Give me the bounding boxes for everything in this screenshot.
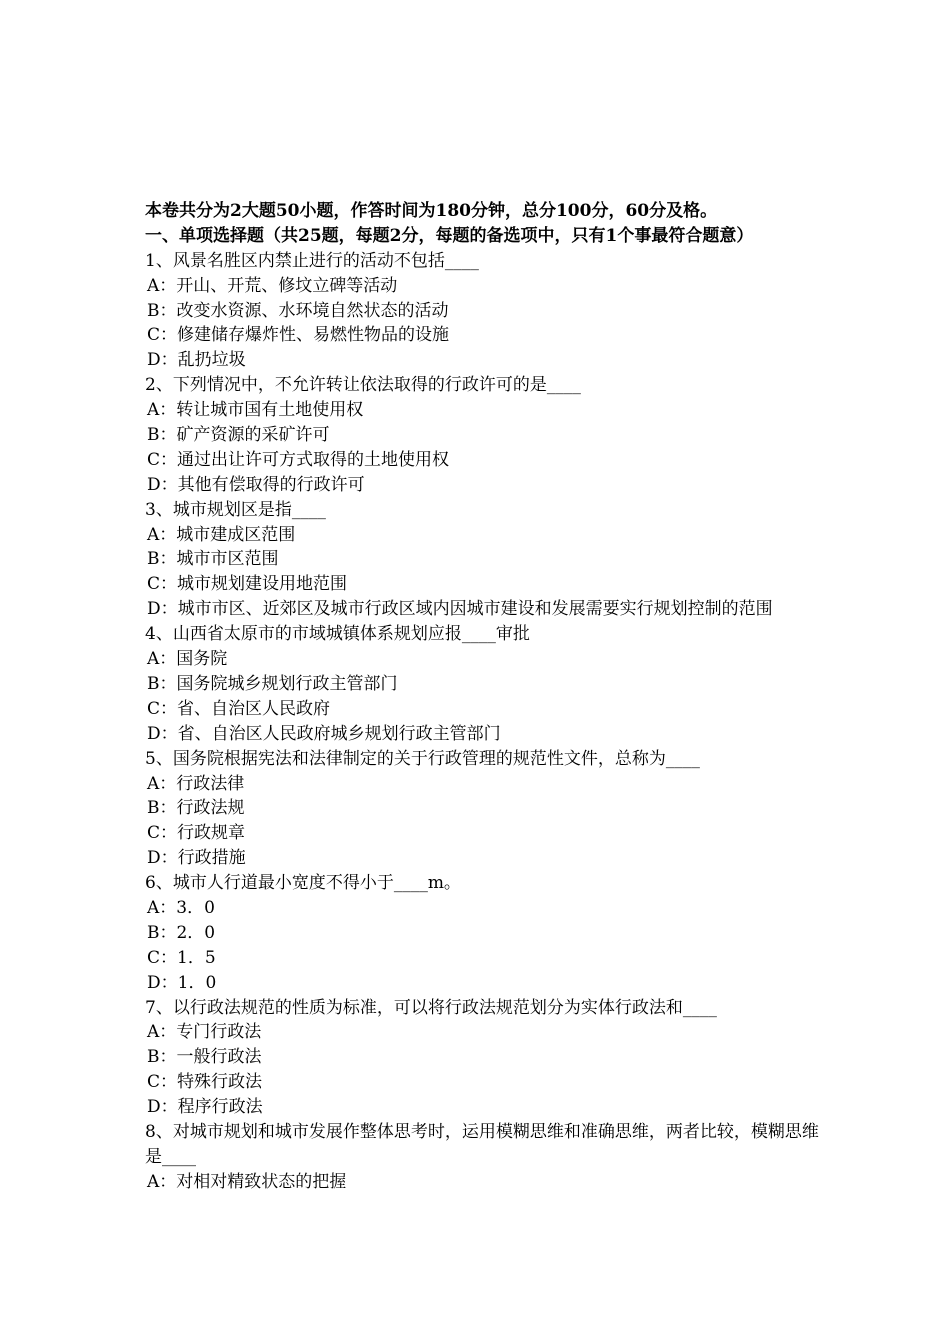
question-stem: 3、城市规划区是指____ bbox=[145, 499, 326, 520]
question-stem: 6、城市人行道最小宽度不得小于____m。 bbox=[145, 873, 461, 894]
option-d: D：行政措施 bbox=[147, 848, 246, 869]
option-b: B：一般行政法 bbox=[147, 1047, 262, 1068]
question-stem: 1、风景名胜区内禁止进行的活动不包括____ bbox=[145, 250, 479, 271]
option-b: B：矿产资源的采矿许可 bbox=[147, 425, 330, 446]
option-a: A：国务院 bbox=[147, 649, 228, 670]
question-5 bbox=[145, 747, 825, 871]
option-a: A：对相对精致状态的把握 bbox=[147, 1171, 347, 1192]
question-6 bbox=[145, 871, 825, 995]
option-a: A：转让城市国有土地使用权 bbox=[147, 400, 364, 421]
option-a: A：开山、开荒、修坟立碑等活动 bbox=[147, 275, 398, 296]
option-c: C：特殊行政法 bbox=[147, 1072, 263, 1093]
question-8 bbox=[145, 1120, 825, 1195]
option-a: A：城市建成区范围 bbox=[147, 524, 296, 545]
option-d: D：省、自治区人民政府城乡规划行政主管部门 bbox=[147, 723, 501, 744]
option-c: C：通过出让许可方式取得的土地使用权 bbox=[147, 449, 450, 470]
option-b: B：城市市区范围 bbox=[147, 549, 279, 570]
question-stem: 8、对城市规划和城市发展作整体思考时，运用模糊思维和准确思维，两者比较，模糊思维是____ bbox=[145, 1121, 819, 1167]
option-d: D：乱扔垃圾 bbox=[147, 350, 246, 371]
option-d: D：其他有偿取得的行政许可 bbox=[147, 474, 365, 495]
option-b: B：2．0 bbox=[147, 922, 216, 943]
option-a: A：行政法律 bbox=[147, 773, 245, 794]
exam-document bbox=[145, 199, 825, 1195]
question-1 bbox=[145, 249, 825, 373]
option-d: D：1．0 bbox=[147, 972, 217, 993]
question-stem: 4、山西省太原市的市域城镇体系规划应报____审批 bbox=[145, 624, 530, 645]
option-a: A：专门行政法 bbox=[147, 1022, 262, 1043]
question-4 bbox=[145, 622, 825, 746]
question-2 bbox=[145, 373, 825, 497]
option-b: B：国务院城乡规划行政主管部门 bbox=[147, 673, 398, 694]
section-title: 一、单项选择题（共25题，每题2分，每题的备选项中，只有1个事最符合题意） bbox=[145, 225, 754, 246]
question-stem: 7、以行政法规范的性质为标准，可以将行政法规范划分为实体行政法和____ bbox=[145, 997, 717, 1018]
option-a: A：3．0 bbox=[147, 897, 215, 918]
option-d: D：城市市区、近郊区及城市行政区域内因城市建设和发展需要实行规划控制的范围 bbox=[147, 599, 773, 620]
exam-summary: 本卷共分为2大题50小题，作答时间为180分钟，总分100分，60分及格。 bbox=[145, 201, 718, 221]
question-3 bbox=[145, 498, 825, 622]
question-stem: 2、下列情况中，不允许转让依法取得的行政许可的是____ bbox=[145, 375, 581, 396]
option-b: B：改变水资源、水环境自然状态的活动 bbox=[147, 300, 449, 321]
option-c: C：行政规章 bbox=[147, 823, 246, 844]
option-c: C：1．5 bbox=[147, 947, 216, 968]
option-c: C：省、自治区人民政府 bbox=[147, 698, 331, 719]
option-d: D：程序行政法 bbox=[147, 1097, 263, 1118]
option-c: C：城市规划建设用地范围 bbox=[147, 574, 348, 595]
option-c: C：修建储存爆炸性、易燃性物品的设施 bbox=[147, 325, 450, 346]
option-b: B：行政法规 bbox=[147, 798, 245, 819]
question-stem: 5、国务院根据宪法和法律制定的关于行政管理的规范性文件，总称为____ bbox=[145, 748, 700, 769]
question-7 bbox=[145, 996, 825, 1120]
